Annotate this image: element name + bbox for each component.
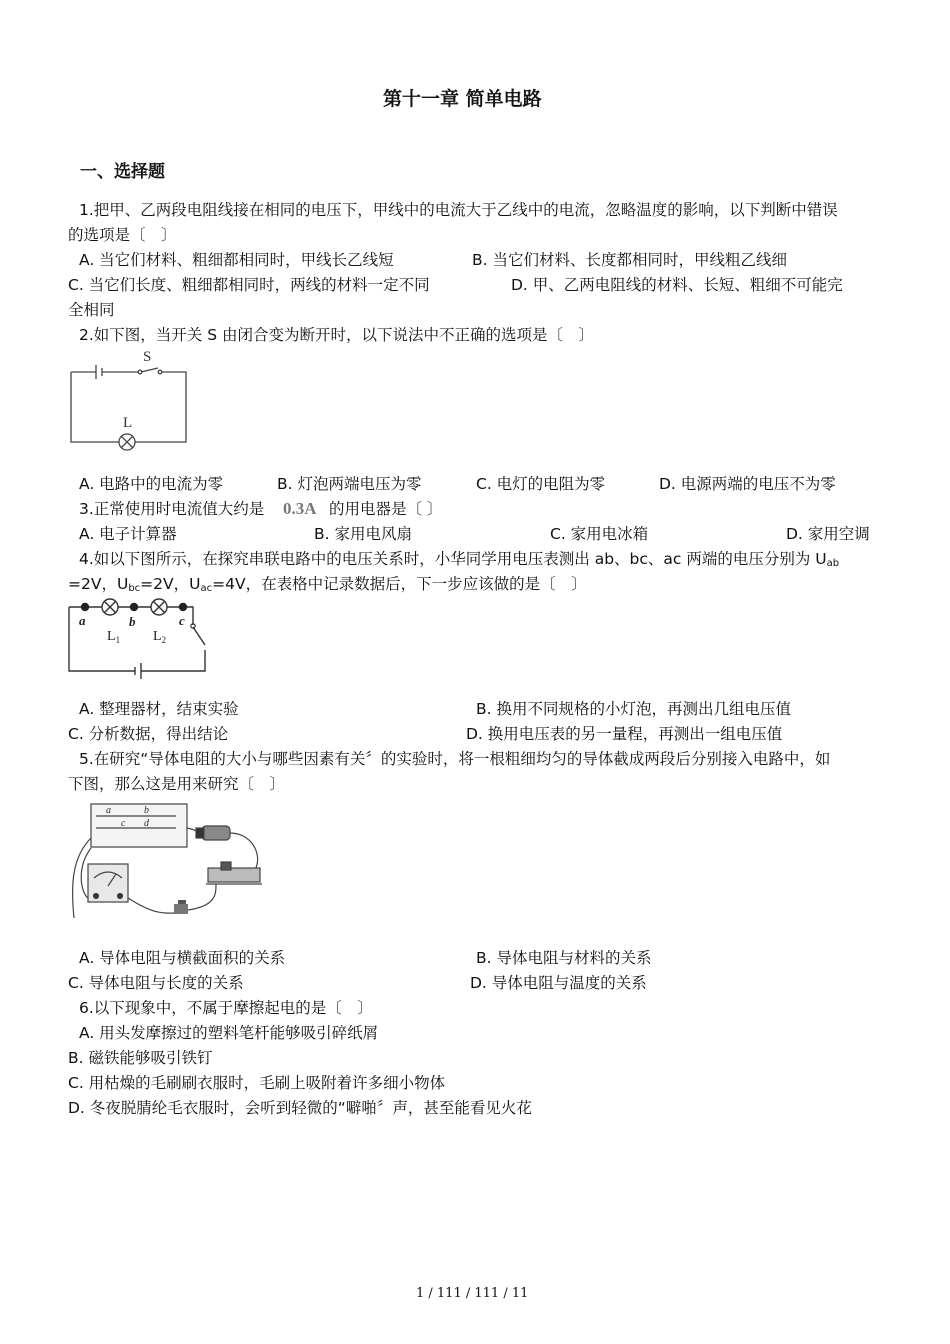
q4-stem-line2: =2V，$U_{bc}=2V$，$U_{ac}=4V$，在表格中记录数据后，下一步应该做的是〔 〕 (68, 575, 587, 594)
q1-option-a: A. 当它们材料、粗细都相同时，甲线长乙线短 (79, 251, 394, 269)
q3-stem-pre: 3.正常使用时电流值大约是 (79, 500, 265, 518)
q4-point-b-label: b (129, 614, 136, 629)
q5-stem-line2: 下图，那么这是用来研究〔 〕 (68, 775, 286, 793)
q5-point-b-label: b (144, 805, 149, 816)
q1-stem-line1: 1.把甲、乙两段电阻线接在相同的电压下，甲线中的电流大于乙线中的电流，忽略温度的影响，以下判断中错误 (79, 201, 838, 219)
q5-point-c-label: c (121, 818, 126, 829)
q4-option-a: A. 整理器材，结束实验 (79, 700, 239, 718)
q1-stem-line2: 的选项是〔 〕 (68, 226, 177, 244)
q5-point-a-label: a (106, 805, 111, 816)
q6-option-c: C. 用枯燥的毛刷刷衣服时，毛刷上吸附着许多细小物体 (68, 1074, 446, 1092)
q1-option-d-line2: 全相同 (68, 301, 115, 319)
q2-option-c: C. 电灯的电阻为零 (476, 475, 606, 493)
q5-option-b: B. 导体电阻与材料的关系 (476, 949, 652, 967)
q2-lamp-label: L (123, 415, 133, 431)
q4-option-b: B. 换用不同规格的小灯泡，再测出几组电压值 (476, 700, 791, 718)
q1-option-d-line1: D. 甲、乙两电阻线的材料、长短、粗细不可能完 (511, 276, 843, 294)
q2-stem: 2.如下图，当开关 S 由闭合变为断开时，以下说法中不正确的选项是〔 〕 (79, 326, 594, 344)
q4-option-d: D. 换用电压表的另一量程，再测出一组电压值 (466, 725, 783, 743)
q5-point-d-label: d (144, 818, 149, 829)
q3-stem-post: 的用电器是〔 〕 (329, 500, 443, 518)
q2-option-b: B. 灯泡两端电压为零 (277, 475, 422, 493)
q1-option-c: C. 当它们长度、粗细都相同时，两线的材料一定不同 (68, 276, 430, 294)
q4-point-a-label: a (79, 613, 86, 628)
q3-option-b: B. 家用电风扇 (314, 525, 412, 543)
q2-switch-label: S (143, 349, 152, 365)
q2-circuit-figure (66, 347, 191, 455)
q3-current-value-image (282, 497, 328, 519)
q2-option-d: D. 电源两端的电压不为零 (659, 475, 836, 493)
q3-option-c: C. 家用电冰箱 (550, 525, 649, 543)
q5-stem-line1: 5.在研究“导体电阻的大小与哪些因素有关〞的实验时，将一根粗细均匀的导体截成两段后分别接入电路中，如 (79, 750, 831, 768)
q5-option-d: D. 导体电阻与温度的关系 (470, 974, 647, 992)
q3-option-a: A. 电子计算器 (79, 525, 177, 543)
q5-option-a: A. 导体电阻与横截面积的关系 (79, 949, 286, 967)
q6-option-b: B. 磁铁能够吸引铁钉 (68, 1049, 213, 1067)
q6-stem: 6.以下现象中，不属于摩擦起电的是〔 〕 (79, 999, 373, 1017)
page-footer: 1 / 111 / 111 / 11 (416, 1286, 529, 1301)
q3-current-value: 0.3A (283, 499, 317, 518)
q4-stem-line1: 4.如以下图所示，在探究串联电路中的电压关系时，小华同学用电压表测出 ab、bc、ac 两端的电压分别为 $U_{ab}$ (79, 550, 840, 569)
q5-experiment-figure (66, 798, 266, 926)
q4-option-c: C. 分析数据，得出结论 (68, 725, 229, 743)
q6-option-d: D. 冬夜脱腈纶毛衣服时，会听到轻微的“噼啪〞声，甚至能看见火花 (68, 1099, 532, 1117)
section-heading: 一、选择题 (80, 162, 165, 182)
q4-series-circuit-figure (65, 595, 215, 680)
page-title: 第十一章 简单电路 (383, 88, 542, 110)
q4-lamp1-label: $L_1$ (107, 629, 121, 645)
q4-lamp2-label: $L_2$ (153, 629, 167, 645)
q2-option-a: A. 电路中的电流为零 (79, 475, 224, 493)
q5-option-c: C. 导体电阻与长度的关系 (68, 974, 244, 992)
q3-option-d: D. 家用空调 (786, 525, 870, 543)
q4-point-c-label: c (179, 613, 185, 628)
q1-option-b: B. 当它们材料、长度都相同时，甲线粗乙线细 (472, 251, 787, 269)
q6-option-a: A. 用头发摩擦过的塑料笔杆能够吸引碎纸屑 (79, 1024, 379, 1042)
